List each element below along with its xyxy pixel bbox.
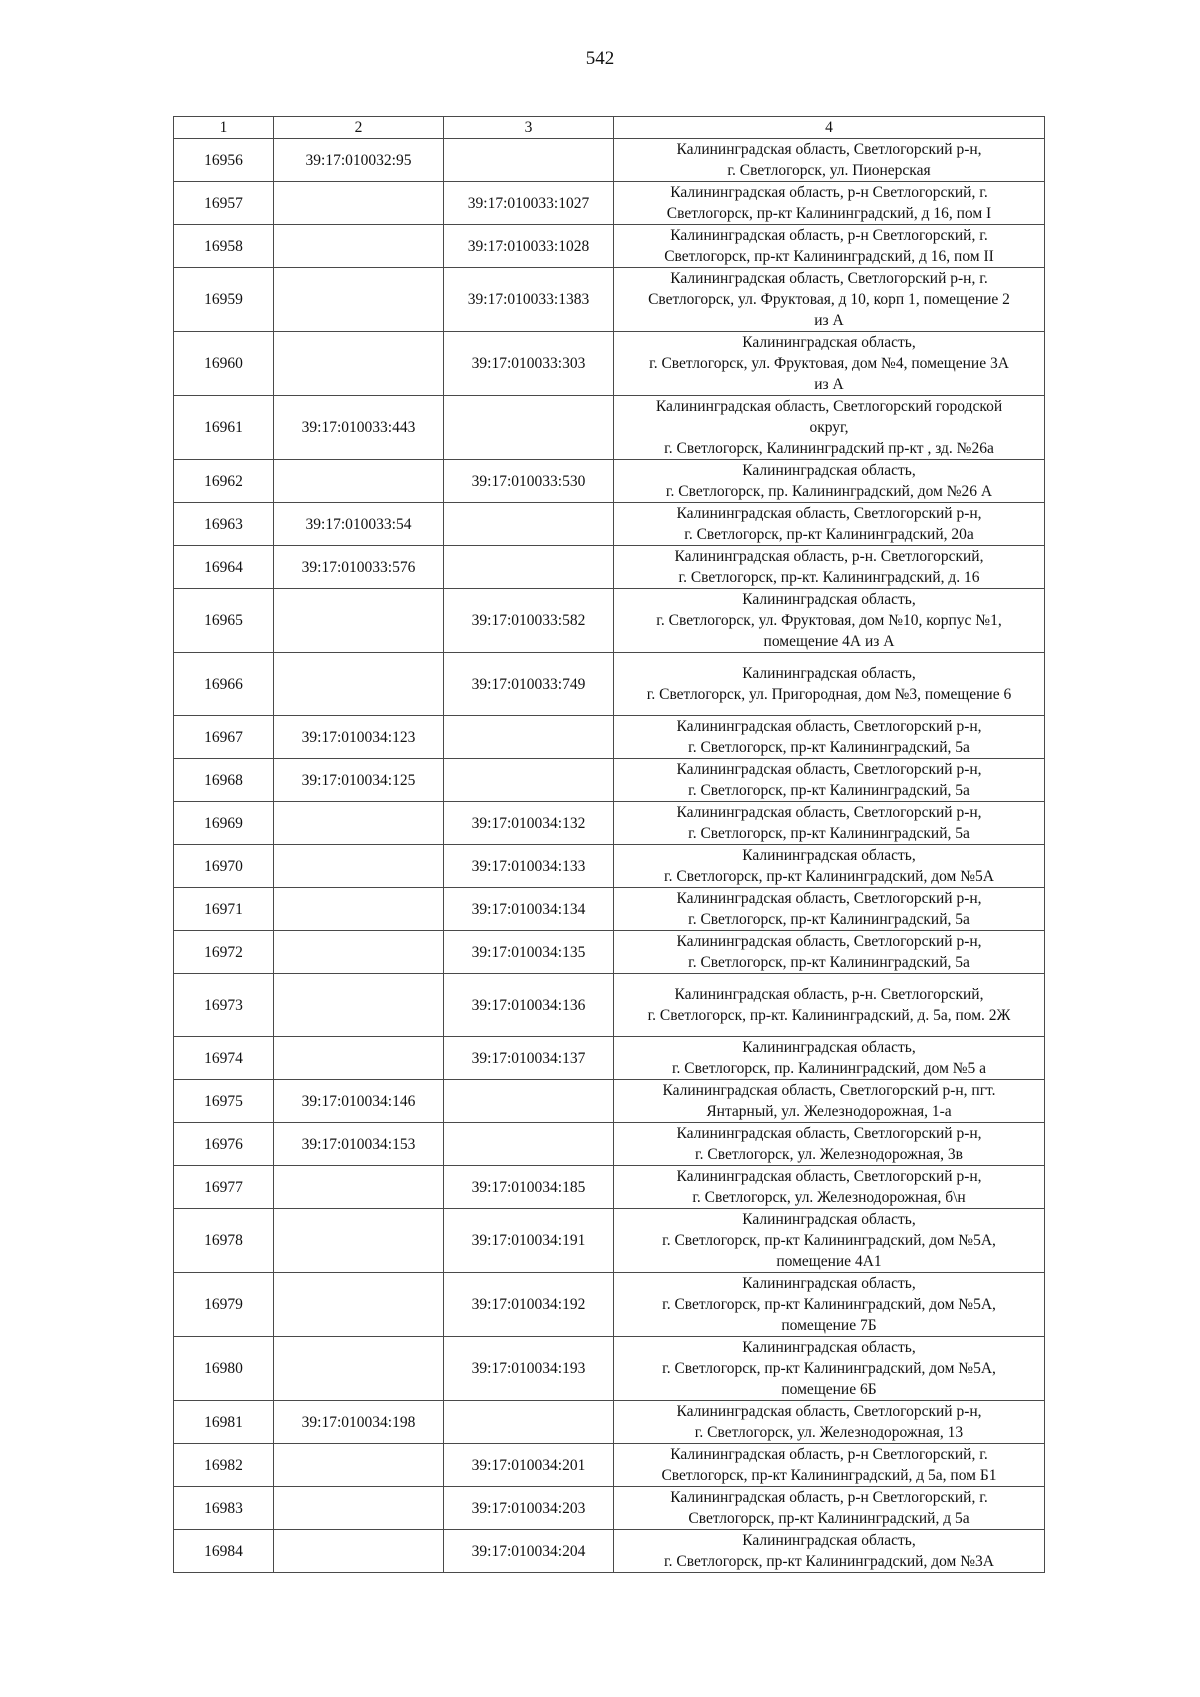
address-cell: Калининградская область, г. Светлогорск, пр-кт Калининградский, дом №5А, помещение 7Б — [614, 1273, 1045, 1337]
table-row — [174, 845, 1045, 888]
cadastral-number-cell — [274, 802, 444, 845]
row-number-cell: 16972 — [174, 931, 274, 974]
cadastral-number-alt-cell — [444, 759, 614, 802]
table-row — [174, 332, 1045, 396]
page-number: 542 — [585, 48, 615, 69]
table-row — [174, 802, 1045, 845]
cadastral-number-alt-cell: 39:17:010033:1027 — [444, 182, 614, 225]
cadastral-number-cell: 39:17:010032:95 — [274, 139, 444, 182]
address-cell: Калининградская область, р-н. Светлогорский, г. Светлогорск, пр-кт. Калининградский, д. 16 — [614, 546, 1045, 589]
cadastral-number-alt-cell: 39:17:010034:192 — [444, 1273, 614, 1337]
address-cell: Калининградская область, Светлогорский городской округ, г. Светлогорск, Калининградский пр-кт , зд. №26а — [614, 396, 1045, 460]
cadastral-number-cell: 39:17:010034:123 — [274, 716, 444, 759]
cadastral-number-alt-cell: 39:17:010034:201 — [444, 1444, 614, 1487]
table-row — [174, 888, 1045, 931]
address-cell: Калининградская область, Светлогорский р-н, г. Светлогорск, ул. Железнодорожная, 13 — [614, 1401, 1045, 1444]
row-number-cell: 16969 — [174, 802, 274, 845]
cadastral-number-cell: 39:17:010033:443 — [274, 396, 444, 460]
table-row — [174, 268, 1045, 332]
row-number-cell: 16971 — [174, 888, 274, 931]
table-row — [174, 1444, 1045, 1487]
table-row — [174, 1273, 1045, 1337]
address-cell: Калининградская область, г. Светлогорск, пр-кт Калининградский, дом №3А — [614, 1530, 1045, 1573]
table-row — [174, 759, 1045, 802]
cadastral-number-alt-cell: 39:17:010033:1383 — [444, 268, 614, 332]
row-number-cell: 16964 — [174, 546, 274, 589]
cadastral-number-cell — [274, 1487, 444, 1530]
address-cell: Калининградская область, г. Светлогорск, ул. Пригородная, дом №3, помещение 6 — [614, 653, 1045, 716]
cadastral-number-alt-cell: 39:17:010034:191 — [444, 1209, 614, 1273]
row-number-cell: 16979 — [174, 1273, 274, 1337]
cadastral-number-cell — [274, 225, 444, 268]
address-cell: Калининградская область, г. Светлогорск, ул. Фруктовая, дом №10, корпус №1, помещение 4А из А — [614, 589, 1045, 653]
table-row — [174, 1037, 1045, 1080]
address-cell: Калининградская область, Светлогорский р-н, г. Светлогорск, ул. Железнодорожная, 3в — [614, 1123, 1045, 1166]
table-row — [174, 1487, 1045, 1530]
table-row — [174, 653, 1045, 716]
cadastral-number-alt-cell — [444, 546, 614, 589]
cadastral-number-cell — [274, 1444, 444, 1487]
table-row — [174, 182, 1045, 225]
address-cell: Калининградская область, Светлогорский р-н, г. Светлогорск, пр-кт Калининградский, 20а — [614, 503, 1045, 546]
table-row — [174, 1123, 1045, 1166]
cadastral-number-alt-cell: 39:17:010033:749 — [444, 653, 614, 716]
table-row — [174, 931, 1045, 974]
address-cell: Калининградская область, Светлогорский р-н, г. Светлогорск, пр-кт Калининградский, 5а — [614, 716, 1045, 759]
address-cell: Калининградская область, г. Светлогорск, пр. Калининградский, дом №26 А — [614, 460, 1045, 503]
cadastral-number-alt-cell: 39:17:010033:303 — [444, 332, 614, 396]
table-row — [174, 716, 1045, 759]
address-cell: Калининградская область, Светлогорский р-н, г. Светлогорск, ул. Железнодорожная, б\н — [614, 1166, 1045, 1209]
address-cell: Калининградская область, р-н. Светлогорский, г. Светлогорск, пр-кт. Калининградский, д. 5а, пом. 2Ж — [614, 974, 1045, 1037]
cadastral-number-cell — [274, 460, 444, 503]
cadastral-number-cell — [274, 653, 444, 716]
table-row — [174, 546, 1045, 589]
cadastral-number-alt-cell: 39:17:010034:203 — [444, 1487, 614, 1530]
cadastral-number-cell — [274, 1209, 444, 1273]
cadastral-number-alt-cell — [444, 1080, 614, 1123]
column-header-3: 3 — [444, 117, 614, 139]
cadastral-number-cell — [274, 182, 444, 225]
table-row — [174, 396, 1045, 460]
table-row — [174, 503, 1045, 546]
row-number-cell: 16958 — [174, 225, 274, 268]
cadastral-number-alt-cell — [444, 1401, 614, 1444]
row-number-cell: 16970 — [174, 845, 274, 888]
cadastral-number-alt-cell — [444, 396, 614, 460]
cadastral-number-cell: 39:17:010034:198 — [274, 1401, 444, 1444]
address-cell: Калининградская область, Светлогорский р-н, г. Светлогорск, пр-кт Калининградский, 5а — [614, 888, 1045, 931]
cadastral-number-alt-cell: 39:17:010034:135 — [444, 931, 614, 974]
address-cell: Калининградская область, р-н Светлогорский, г. Светлогорск, пр-кт Калининградский, д 5а — [614, 1487, 1045, 1530]
cadastral-number-alt-cell: 39:17:010033:1028 — [444, 225, 614, 268]
cadastral-number-cell: 39:17:010033:576 — [274, 546, 444, 589]
row-number-cell: 16967 — [174, 716, 274, 759]
address-cell: Калининградская область, р-н Светлогорский, г. Светлогорск, пр-кт Калининградский, д 16, пом II — [614, 225, 1045, 268]
row-number-cell: 16977 — [174, 1166, 274, 1209]
header-row — [174, 117, 1045, 139]
cadastral-number-cell — [274, 931, 444, 974]
address-cell: Калининградская область, Светлогорский р-н, г. Светлогорск, пр-кт Калининградский, 5а — [614, 931, 1045, 974]
row-number-cell: 16981 — [174, 1401, 274, 1444]
cadastral-number-alt-cell — [444, 1123, 614, 1166]
cadastral-number-alt-cell: 39:17:010034:132 — [444, 802, 614, 845]
row-number-cell: 16959 — [174, 268, 274, 332]
row-number-cell: 16975 — [174, 1080, 274, 1123]
cadastral-number-cell: 39:17:010034:153 — [274, 1123, 444, 1166]
registry-table — [173, 116, 1045, 1573]
table-row — [174, 1166, 1045, 1209]
address-cell: Калининградская область, г. Светлогорск, пр. Калининградский, дом №5 а — [614, 1037, 1045, 1080]
table-body — [174, 139, 1045, 1573]
address-cell: Калининградская область, г. Светлогорск, пр-кт Калининградский, дом №5А — [614, 845, 1045, 888]
address-cell: Калининградская область, г. Светлогорск, пр-кт Калининградский, дом №5А, помещение 4А1 — [614, 1209, 1045, 1273]
cadastral-number-cell — [274, 888, 444, 931]
table-row — [174, 1080, 1045, 1123]
cadastral-number-cell — [274, 1273, 444, 1337]
cadastral-number-alt-cell — [444, 716, 614, 759]
column-header-2: 2 — [274, 117, 444, 139]
table-row — [174, 974, 1045, 1037]
row-number-cell: 16963 — [174, 503, 274, 546]
row-number-cell: 16984 — [174, 1530, 274, 1573]
cadastral-number-alt-cell: 39:17:010034:134 — [444, 888, 614, 931]
row-number-cell: 16968 — [174, 759, 274, 802]
row-number-cell: 16957 — [174, 182, 274, 225]
cadastral-number-cell: 39:17:010033:54 — [274, 503, 444, 546]
table-row — [174, 1337, 1045, 1401]
row-number-cell: 16980 — [174, 1337, 274, 1401]
row-number-cell: 16966 — [174, 653, 274, 716]
address-cell: Калининградская область, г. Светлогорск, ул. Фруктовая, дом №4, помещение 3А из А — [614, 332, 1045, 396]
table-header — [174, 117, 1045, 139]
cadastral-number-alt-cell — [444, 503, 614, 546]
column-header-4: 4 — [614, 117, 1045, 139]
row-number-cell: 16976 — [174, 1123, 274, 1166]
cadastral-number-cell — [274, 332, 444, 396]
cadastral-number-cell: 39:17:010034:146 — [274, 1080, 444, 1123]
address-cell: Калининградская область, Светлогорский р-н, пгт. Янтарный, ул. Железнодорожная, 1-а — [614, 1080, 1045, 1123]
column-header-1: 1 — [174, 117, 274, 139]
cadastral-number-cell — [274, 268, 444, 332]
address-cell: Калининградская область, Светлогорский р-н, г. Светлогорск, ул. Фруктовая, д 10, корп 1, помещение 2 из А — [614, 268, 1045, 332]
cadastral-number-alt-cell — [444, 139, 614, 182]
address-cell: Калининградская область, Светлогорский р-н, г. Светлогорск, пр-кт Калининградский, 5а — [614, 802, 1045, 845]
row-number-cell: 16961 — [174, 396, 274, 460]
cadastral-number-alt-cell: 39:17:010034:133 — [444, 845, 614, 888]
cadastral-number-cell — [274, 1037, 444, 1080]
cadastral-number-cell — [274, 1337, 444, 1401]
cadastral-number-alt-cell: 39:17:010033:582 — [444, 589, 614, 653]
cadastral-number-alt-cell: 39:17:010034:193 — [444, 1337, 614, 1401]
cadastral-number-alt-cell: 39:17:010034:185 — [444, 1166, 614, 1209]
row-number-cell: 16983 — [174, 1487, 274, 1530]
address-cell: Калининградская область, Светлогорский р-н, г. Светлогорск, ул. Пионерская — [614, 139, 1045, 182]
address-cell: Калининградская область, р-н Светлогорский, г. Светлогорск, пр-кт Калининградский, д 5а, пом Б1 — [614, 1444, 1045, 1487]
cadastral-number-alt-cell: 39:17:010034:137 — [444, 1037, 614, 1080]
row-number-cell: 16956 — [174, 139, 274, 182]
table-row — [174, 589, 1045, 653]
cadastral-number-alt-cell: 39:17:010034:204 — [444, 1530, 614, 1573]
row-number-cell: 16962 — [174, 460, 274, 503]
address-cell: Калининградская область, Светлогорский р-н, г. Светлогорск, пр-кт Калининградский, 5а — [614, 759, 1045, 802]
address-cell: Калининградская область, р-н Светлогорский, г. Светлогорск, пр-кт Калининградский, д 16, пом I — [614, 182, 1045, 225]
row-number-cell: 16974 — [174, 1037, 274, 1080]
table-row — [174, 1401, 1045, 1444]
cadastral-number-cell — [274, 974, 444, 1037]
row-number-cell: 16965 — [174, 589, 274, 653]
table-row — [174, 1209, 1045, 1273]
table-row — [174, 139, 1045, 182]
cadastral-number-cell — [274, 1166, 444, 1209]
cadastral-number-cell — [274, 845, 444, 888]
cadastral-number-cell — [274, 1530, 444, 1573]
cadastral-number-cell: 39:17:010034:125 — [274, 759, 444, 802]
table-row — [174, 460, 1045, 503]
cadastral-number-alt-cell: 39:17:010034:136 — [444, 974, 614, 1037]
cadastral-number-cell — [274, 589, 444, 653]
table-row — [174, 1530, 1045, 1573]
address-cell: Калининградская область, г. Светлогорск, пр-кт Калининградский, дом №5А, помещение 6Б — [614, 1337, 1045, 1401]
table-row — [174, 225, 1045, 268]
cadastral-number-alt-cell: 39:17:010033:530 — [444, 460, 614, 503]
row-number-cell: 16978 — [174, 1209, 274, 1273]
row-number-cell: 16960 — [174, 332, 274, 396]
row-number-cell: 16982 — [174, 1444, 274, 1487]
row-number-cell: 16973 — [174, 974, 274, 1037]
